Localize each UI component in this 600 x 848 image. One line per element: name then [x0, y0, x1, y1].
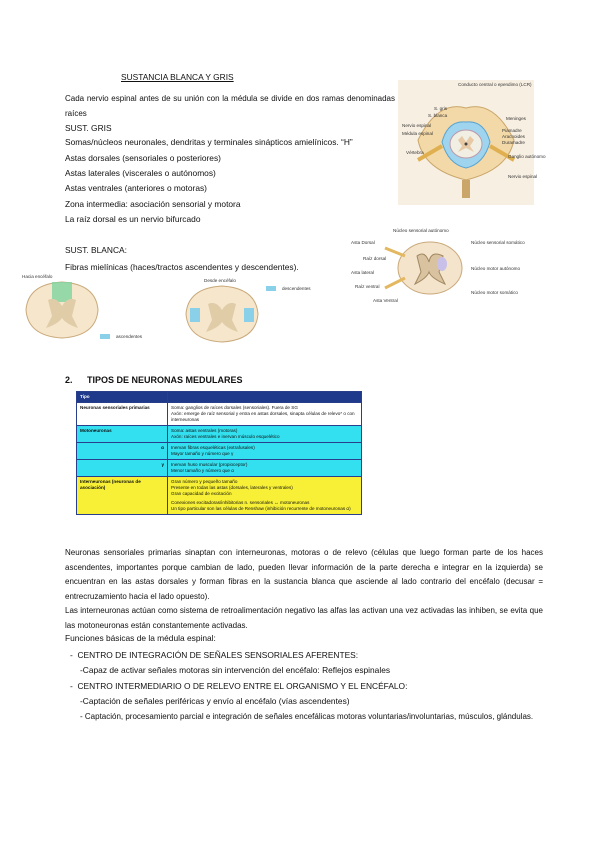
function-item-text: Captación de señales periféricas y envío al encéfalo (vías ascendentes)	[82, 696, 350, 706]
vertebra-figure	[398, 80, 546, 205]
desc-line: Mayor tamaño y número que γ	[171, 451, 234, 456]
fig-label: Médula espinal	[402, 131, 433, 136]
descending-tracts-figure	[182, 278, 332, 346]
table-row	[77, 403, 362, 426]
table-cell-type: γ	[77, 460, 168, 477]
table-row	[77, 477, 362, 515]
table-cell-type: α	[77, 443, 168, 460]
desc-line: Axón: emerge de raíz sensorial y entra en astas dorsales, sinapta células de relevo* o con interneuronas	[171, 411, 355, 422]
fig-label: Hacia encéfalo	[22, 274, 53, 279]
paragraph-interneurons: Las interneuronas actúan como sistema de retroalimentación negativo las alfas las activan una vez activadas las inhiben, se evita que las motoneuronas están constantemente activadas.	[65, 606, 543, 630]
function-item: -Capaz de activar señales motoras sin intervención del encéfalo: Reflejos espinales	[80, 665, 391, 675]
function-title-text: CENTRO INTERMEDIARIO O DE RELEVO ENTRE EL ORGANISMO Y EL ENCÉFALO:	[77, 681, 408, 691]
functions-heading: Funciones básicas de la médula espinal:	[65, 633, 216, 643]
fig-label: Meninges	[506, 116, 526, 121]
desc-line: Un tipo particular son las células de Renshaw (inhibición recurrente de motoneuronas α)	[171, 506, 351, 511]
table-cell-desc	[168, 403, 362, 426]
fig-label: S. gris	[434, 106, 448, 111]
function-item-text: Capaz de activar señales motoras sin intervención del encéfalo: Reflejos espinales	[82, 665, 391, 675]
function-title: - CENTRO INTERMEDIARIO O DE RELEVO ENTRE EL ORGANISMO Y EL ENCÉFALO:	[70, 681, 408, 691]
function-item: - Captación, procesamiento parcial e integración de señales encefálicas motoras voluntarias/involuntarias, músculos, glándulas.	[80, 712, 534, 721]
fig-label: Ganglio autónomo	[508, 154, 546, 159]
table-cell-desc	[168, 426, 362, 443]
section-title: SUSTANCIA BLANCA Y GRIS	[121, 72, 234, 82]
crosssection-figure	[345, 226, 535, 306]
table-cell-type: Interneuronas (neuronas de asociación)	[77, 477, 168, 515]
table-cell-desc	[168, 443, 362, 460]
desc-line: Inervan fibras esqueléticas (extrafusales)	[171, 445, 255, 450]
desc-line: Soma: ganglios de raíces dorsales (sensoriales). Fuera de SG	[171, 405, 298, 410]
section2-heading	[65, 375, 243, 385]
gris-heading: SUST. GRIS	[65, 123, 112, 133]
fig-label: Núcleo motor autónomo	[471, 266, 521, 271]
gris-line: La raíz dorsal es un nervio bifurcado	[65, 214, 201, 224]
fig-label: Raíz ventral	[355, 284, 380, 289]
desc-line: Menor tamaño y número que α	[171, 468, 234, 473]
fig-label: Núcleo sensorial somático	[471, 240, 525, 245]
table-cell-type: Neuronas sensoriales primarias	[77, 403, 168, 426]
gris-line: Somas/núcleos neuronales, dendritas y terminales sinápticos amielínicos. “H”	[65, 137, 353, 147]
fig-label: Conducto central o ependimo (LCR)	[458, 82, 532, 87]
gris-line: Astas laterales (viscerales o autónomos)	[65, 168, 216, 178]
desc-line: Gran número y pequeño tamaño	[171, 479, 238, 484]
table-row	[77, 426, 362, 443]
paragraph-sensory: Neuronas sensoriales primarias sinaptan con interneuronas, motoras o de relevo (células que luego forman parte de los haces ascendentes, importantes porque cambian de lado, pueden llevar información de la parte derecha e integrar en la izquierda) se encuentran en las astas dorsales y forman fibras en la sustancia blanca que asciende al lado contrario del encéfalo (decusar = entrecruzamiento hacia el lado opuesto).	[65, 548, 543, 601]
section2-number: 2.	[65, 375, 73, 385]
table-header-empty	[168, 392, 362, 403]
blanca-heading: SUST. BLANCA:	[65, 245, 127, 255]
fig-label: Raíz dorsal	[363, 256, 387, 261]
neuron-table	[76, 391, 362, 515]
desc-line: Inervan huso muscular (propioceptor)	[171, 462, 248, 467]
table-cell-desc	[168, 477, 362, 515]
function-item: -Captación de señales periféricas y envío al encéfalo (vías ascendentes)	[80, 696, 350, 706]
fig-label: ascendentes	[116, 334, 143, 339]
fig-label: Asta lateral	[351, 270, 374, 275]
desc-line: Soma: astas ventrales (motoras)	[171, 428, 238, 433]
desc-line: Presente en todas las astas (dorsales, laterales y ventrales)	[171, 485, 293, 490]
desc-line: Axón: raíces ventrales e inervan músculo esquelético	[171, 434, 280, 439]
function-title-text: CENTRO DE INTEGRACIÓN DE SEÑALES SENSORIALES AFERENTES:	[77, 650, 359, 660]
fig-label: Nervio espinal	[402, 123, 432, 128]
fig-label: Desde encéfalo	[204, 278, 236, 283]
gris-line: Astas ventrales (anteriores o motoras)	[65, 183, 207, 193]
fig-label: Asta Ventral	[373, 298, 398, 303]
blanca-text: Fibras mielínicas (haces/tractos ascendentes y descendentes).	[65, 262, 299, 272]
function-item-text: Captación, procesamiento parcial e integración de señales encefálicas motoras voluntarias/involuntarias, músculos, glándulas.	[84, 712, 534, 721]
function-title: - CENTRO DE INTEGRACIÓN DE SEÑALES SENSORIALES AFERENTES:	[70, 650, 359, 660]
fig-label: Vértebra	[406, 150, 424, 155]
ascending-tracts-figure	[22, 276, 162, 346]
gris-line: Astas dorsales (sensoriales o posteriores)	[65, 153, 221, 163]
table-cell-desc	[168, 460, 362, 477]
fig-label: descendentes	[282, 286, 311, 291]
table-cell-type: Motoneuronas	[77, 426, 168, 443]
table-row	[77, 460, 362, 477]
fig-label: S. blanca	[428, 113, 448, 118]
gris-line: Zona intermedia: asociación sensorial y motora	[65, 199, 241, 209]
fig-label: Asta Dorsal	[351, 240, 375, 245]
fig-label: Aracnoides	[502, 134, 525, 139]
fig-label: Duramadre	[502, 140, 525, 145]
desc-line: Conexiones excitadoras/inhibitorias n. sensoriales ↔ motoneuronas	[171, 500, 310, 505]
desc-line: Gran capacidad de excitación	[171, 491, 232, 496]
fig-label: Nervio espinal	[508, 174, 538, 179]
fig-label: Piamadre	[502, 128, 522, 133]
section2-title: TIPOS DE NEURONAS MEDULARES	[87, 375, 243, 385]
intro-text: Cada nervio espinal antes de su unión con la médula se divide en dos ramas denominadas raíces	[65, 94, 395, 118]
fig-label: Núcleo motor somático	[471, 290, 518, 295]
fig-label: Núcleo sensorial autónomo	[393, 228, 449, 233]
table-header: Tipo	[77, 392, 168, 403]
table-row	[77, 443, 362, 460]
